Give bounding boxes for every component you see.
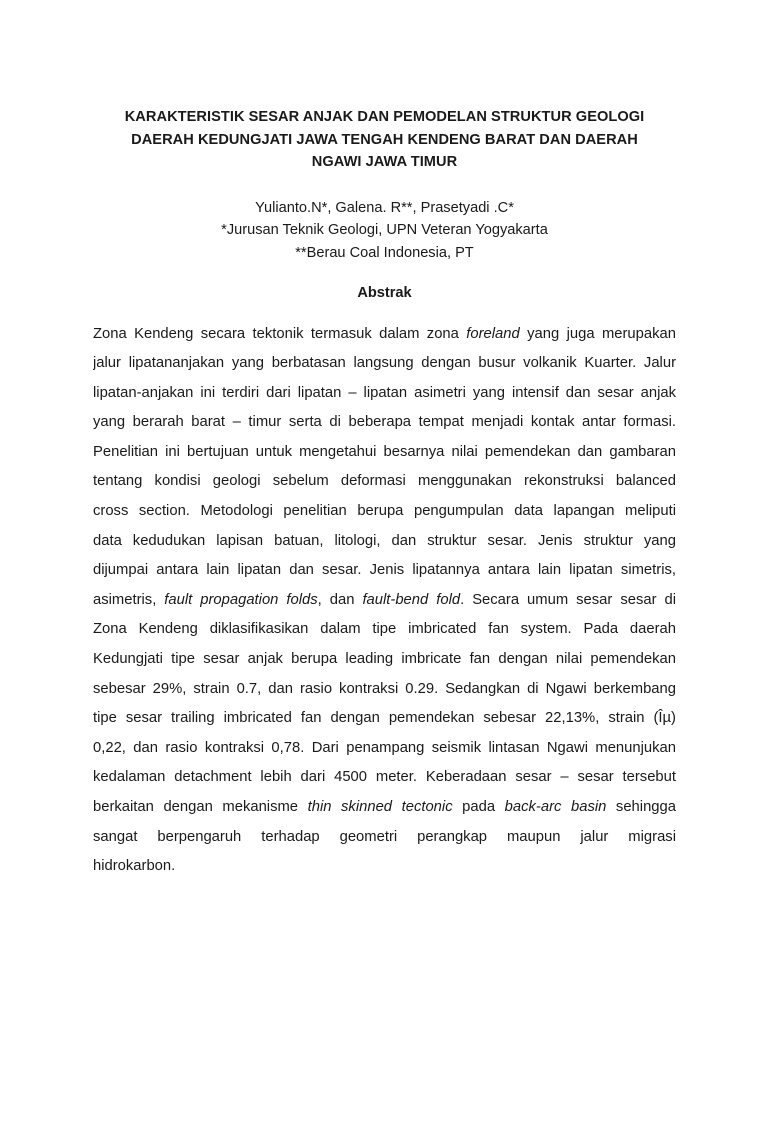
abstract-line: dijumpai antara lain lipatan dan sesar. Jenis lipatannya antara lain lipatan simetris, bbox=[93, 562, 676, 579]
abstract-line: berkaitan dengan mekanisme thin skinned tectonic pada back-arc basin sehingga bbox=[93, 799, 676, 815]
abstract-line: data kedudukan lapisan batuan, litologi, dan struktur sesar. Jenis struktur yang bbox=[93, 532, 676, 549]
abstract-line: Kedungjati tipe sesar anjak berupa leading imbricate fan dengan nilai pemendekan bbox=[93, 651, 676, 668]
title-line-3: NGAWI JAWA TIMUR bbox=[311, 154, 458, 170]
abstract-heading: Abstrak bbox=[357, 285, 412, 301]
title-line-1: KARAKTERISTIK SESAR ANJAK DAN PEMODELAN STRUKTUR GEOLOGI bbox=[124, 109, 645, 125]
abstract-line: hidrokarbon. bbox=[93, 858, 176, 875]
abstract-line: sangat berpengaruh terhadap geometri perangkap maupun jalur migrasi bbox=[93, 828, 676, 845]
abstract-line: tipe sesar trailing imbricated fan dengan pemendekan sebesar 22,13%, strain (Îµ) bbox=[93, 710, 676, 727]
abstract-line: tentang kondisi geologi sebelum deformasi menggunakan rekonstruksi balanced bbox=[93, 473, 676, 490]
abstract-line: cross section. Metodologi penelitian berupa pengumpulan data lapangan meliputi bbox=[93, 503, 676, 520]
abstract-line: asimetris, fault propagation folds, dan fault-bend fold. Secara umum sesar sesar di bbox=[93, 591, 676, 608]
abstract-line: Zona Kendeng diklasifikasikan dalam tipe imbricated fan system. Pada daerah bbox=[93, 621, 676, 638]
title-line-2: DAERAH KEDUNGJATI JAWA TENGAH KENDENG BARAT DAN DAERAH bbox=[131, 131, 638, 148]
abstract-line: 0,22, dan rasio kontraksi 0,78. Dari penampang seismik lintasan Ngawi menunjukan bbox=[93, 739, 676, 756]
author-block bbox=[93, 197, 676, 265]
abstract-line: lipatan-anjakan ini terdiri dari lipatan – lipatan asimetri yang intensif dan sesar anjak bbox=[93, 384, 676, 401]
abstract-line: Penelitian ini bertujuan untuk mengetahui besarnya nilai pemendekan dan gambaran bbox=[93, 443, 676, 460]
abstract-line: Zona Kendeng secara tektonik termasuk dalam zona foreland yang juga merupakan bbox=[93, 325, 676, 342]
document-page bbox=[0, 106, 768, 1130]
abstract-line: yang berarah barat – timur serta di beberapa tempat menjadi kontak antar formasi. bbox=[93, 414, 676, 431]
affiliation-1: *Jurusan Teknik Geologi, UPN Veteran Yogyakarta bbox=[221, 222, 548, 238]
paper-title bbox=[93, 106, 676, 174]
abstract-line: jalur lipatananjakan yang berbatasan langsung dengan busur volkanik Kuarter. Jalur bbox=[93, 355, 676, 372]
author-names: Yulianto.N*, Galena. R**, Prasetyadi .C* bbox=[255, 199, 514, 216]
affiliation-2: **Berau Coal Indonesia, PT bbox=[295, 244, 474, 261]
abstract-body bbox=[93, 320, 676, 882]
abstract-line: kedalaman detachment lebih dari 4500 meter. Keberadaan sesar – sesar tersebut bbox=[93, 769, 676, 786]
abstract-line: sebesar 29%, strain 0.7, dan rasio kontraksi 0.29. Sedangkan di Ngawi berkembang bbox=[93, 680, 676, 697]
